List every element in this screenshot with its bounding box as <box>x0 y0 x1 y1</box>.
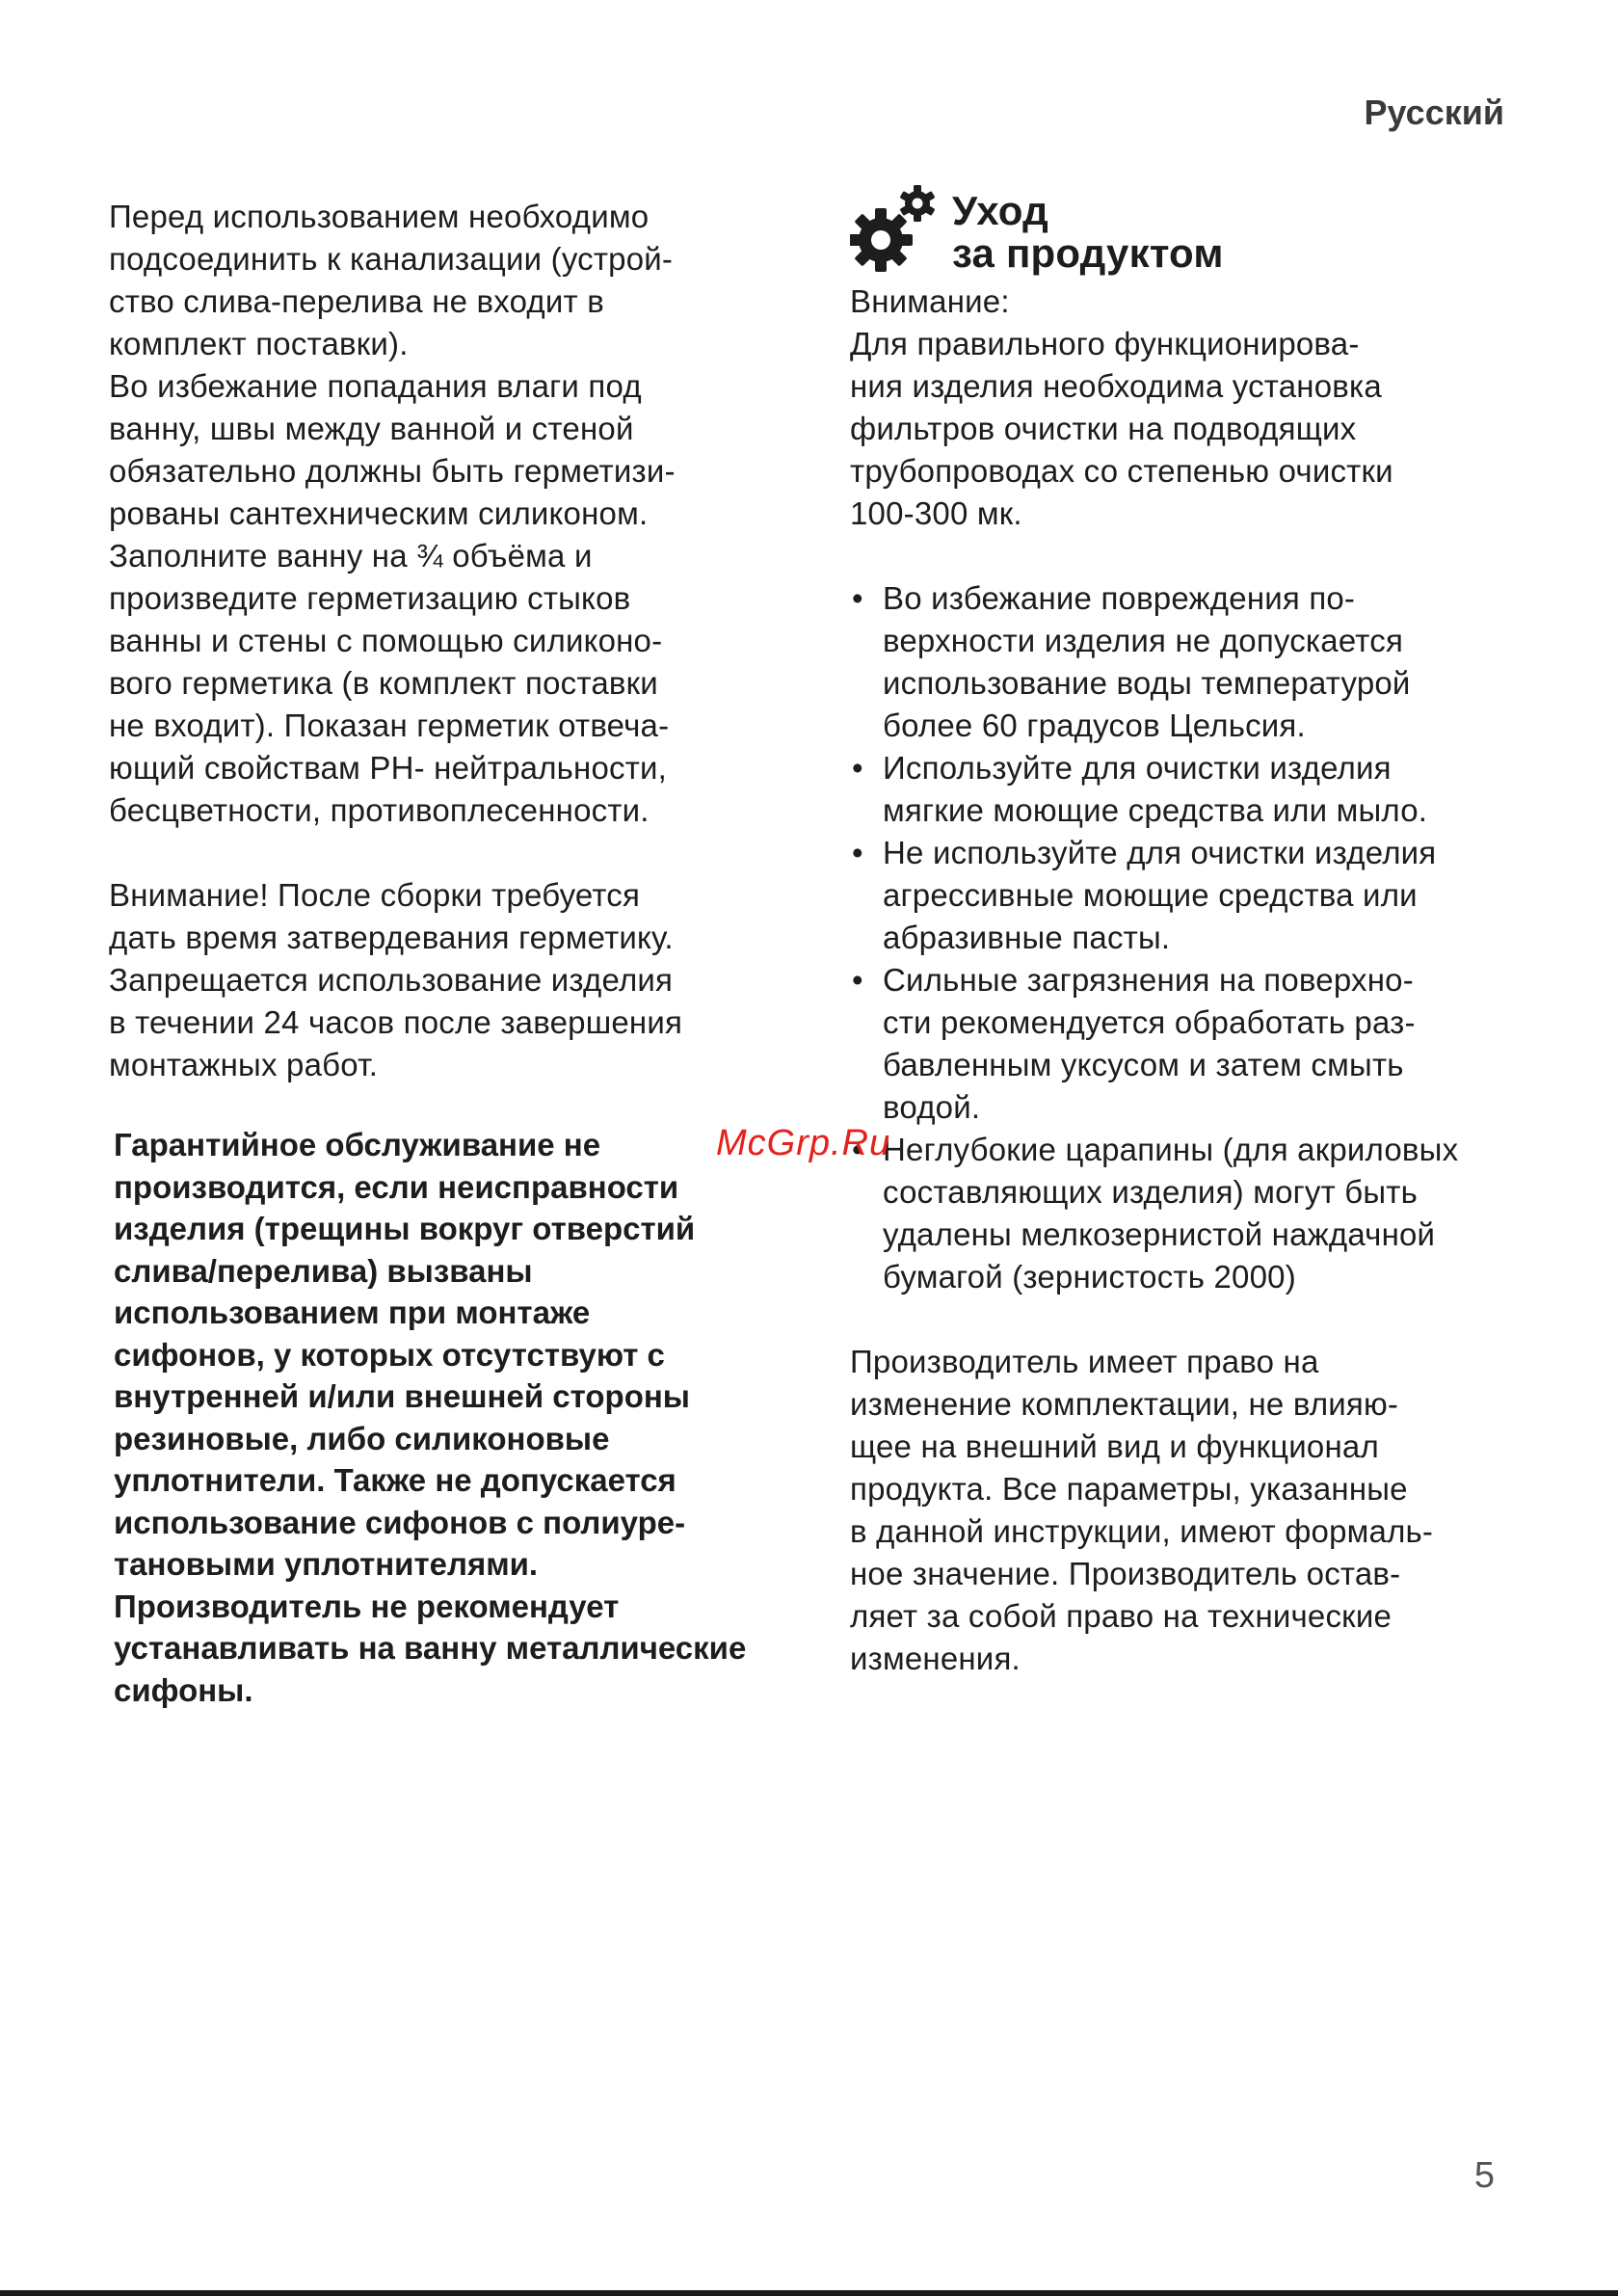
text-line: агрессивные моющие средства или <box>883 877 1418 913</box>
text-line: вого герметика (в комплект поставки <box>109 665 658 701</box>
text-line: рованы сантехническим силиконом. <box>109 495 649 531</box>
text-line: Производитель имеет право на <box>850 1344 1319 1379</box>
text-line: ванны и стены с помощью силиконо- <box>109 623 663 658</box>
filter-paragraph <box>850 323 1525 535</box>
gears-icon <box>850 184 939 277</box>
text-line: удалены мелкозернистой наждачной <box>883 1216 1436 1252</box>
text-line: изменение комплектации, не влияю- <box>850 1386 1399 1422</box>
text-line: бумагой (зернистость 2000) <box>883 1259 1296 1295</box>
text-line: бесцветности, противоплесенности. <box>109 792 650 828</box>
text-line: Для правильного функционирова- <box>850 326 1360 361</box>
watermark: McGrp.Ru <box>716 1123 891 1163</box>
text-line: сифонов, у которых отсутствуют с <box>114 1336 665 1373</box>
text-line: в данной инструкции, имеют формаль- <box>850 1513 1434 1549</box>
list-item <box>850 832 1525 959</box>
text-line: комплект поставки). <box>109 326 409 361</box>
text-line: Гарантийное обслуживание не <box>114 1127 601 1162</box>
section-header <box>850 176 1525 280</box>
text-line: ляет за собой право на технические <box>850 1598 1392 1634</box>
warranty-notice <box>114 1124 808 1711</box>
text-line: использование сифонов с полиуре- <box>114 1504 686 1540</box>
language-label: Русский <box>1364 93 1504 132</box>
text-line: составляющих изделия) могут быть <box>883 1174 1418 1210</box>
text-line: ное значение. Производитель остав- <box>850 1556 1401 1591</box>
text-line: бавленным уксусом и затем смыть <box>883 1047 1404 1082</box>
text-line: подсоединить к канализации (устрой- <box>109 241 674 277</box>
left-column <box>109 196 803 1086</box>
text-line: Перед использованием необходимо <box>109 199 650 234</box>
text-line: сифоны. <box>114 1671 253 1708</box>
text-line: в течении 24 часов после завершения <box>109 1004 683 1040</box>
list-item <box>850 577 1525 747</box>
right-column <box>850 176 1525 1680</box>
text-line: Внимание! После сборки требуется <box>109 877 641 913</box>
text-line: • Используйте для очистки изделия <box>883 750 1392 786</box>
text-line: • Не используйте для очистки изделия <box>883 835 1437 870</box>
text-line: 100-300 мк. <box>850 495 1022 531</box>
text-line: изделия (трещины вокруг отверстий <box>114 1211 696 1246</box>
text-line: ство слива-перелива не входит в <box>109 283 604 319</box>
text-line: изменения. <box>850 1641 1021 1676</box>
title-line: за продуктом <box>952 230 1224 276</box>
text-line: щее на внешний вид и функционал <box>850 1428 1379 1464</box>
text-line: произведите герметизацию стыков <box>109 580 631 616</box>
curing-warning-paragraph <box>109 874 803 1086</box>
text-line: ванну, швы между ванной и стеной <box>109 411 634 446</box>
bottom-rule <box>0 2290 1618 2296</box>
text-line: абразивные пасты. <box>883 920 1171 955</box>
care-instructions-list <box>850 577 1525 1298</box>
text-line: использованием при монтаже <box>114 1295 591 1330</box>
text-line: не входит). Показан герметик отвеча- <box>109 707 670 743</box>
text-line: продукта. Все параметры, указанные <box>850 1471 1408 1507</box>
text-line: ния изделия необходима установка <box>850 368 1382 404</box>
text-line: • Сильные загрязнения на поверхно- <box>883 962 1414 998</box>
text-line: фильтров очистки на подводящих <box>850 411 1357 446</box>
text-line: производится, если неисправности <box>114 1168 679 1205</box>
text-line: мягкие моющие средства или мыло. <box>883 792 1428 828</box>
text-line: верхности изделия не допускается <box>883 623 1404 658</box>
section-title <box>952 190 1224 275</box>
text-line: • Во избежание повреждения по- <box>883 580 1356 616</box>
text-line: обязательно должны быть герметизи- <box>109 453 676 489</box>
text-line: ющий свойствам PH- нейтральности, <box>109 750 668 786</box>
attention-label: Внимание: <box>850 283 1010 319</box>
list-item <box>850 959 1525 1129</box>
text-line: тановыми уплотнителями. <box>114 1546 539 1582</box>
text-line: устанавливать на ванну металлические <box>114 1630 747 1666</box>
text-line: Заполните ванну на ¾ объёма и <box>109 538 593 574</box>
text-line: Запрещается использование изделия <box>109 962 674 998</box>
text-line: использование воды температурой <box>883 665 1411 701</box>
text-line: внутренней и/или внешней стороны <box>114 1378 690 1414</box>
list-item <box>850 747 1525 832</box>
text-line: сти рекомендуется обработать раз- <box>883 1004 1416 1040</box>
text-line: резиновые, либо силиконовые <box>114 1420 610 1456</box>
text-line: трубопроводах со степенью очистки <box>850 453 1393 489</box>
text-line: Производитель не рекомендует <box>114 1588 620 1624</box>
installation-paragraph <box>109 196 803 832</box>
text-line: • Неглубокие царапины (для акриловых <box>883 1132 1459 1167</box>
page-number: 5 <box>1473 2155 1495 2196</box>
text-line: монтажных работ. <box>109 1047 379 1082</box>
manufacturer-paragraph <box>850 1341 1525 1680</box>
text-line: более 60 градусов Цельсия. <box>883 707 1306 743</box>
title-line: Уход <box>952 188 1048 233</box>
text-line: водой. <box>883 1089 981 1125</box>
text-line: дать время затвердевания герметику. <box>109 920 674 955</box>
list-item <box>850 1129 1525 1298</box>
text-line: Во избежание попадания влаги под <box>109 368 642 404</box>
text-line: слива/перелива) вызваны <box>114 1252 533 1289</box>
text-line: уплотнители. Также не допускается <box>114 1462 676 1498</box>
